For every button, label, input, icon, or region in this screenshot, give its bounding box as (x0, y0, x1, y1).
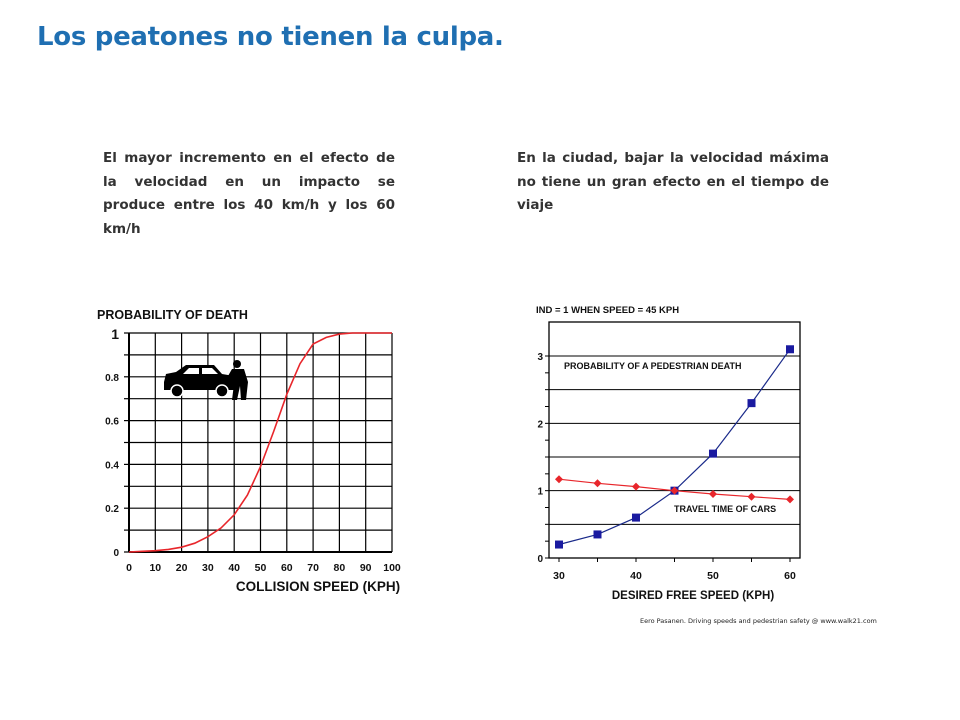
pedestrian-death-point (786, 345, 794, 353)
y-tick-label: 0.8 (105, 372, 119, 384)
x-tick-label: 30 (553, 570, 565, 582)
travel-time-point (786, 495, 794, 503)
y-tick-label: 0 (537, 554, 543, 565)
x-tick-label: 40 (630, 570, 642, 582)
chart1-x-axis-label: COLLISION SPEED (KPH) (235, 579, 401, 594)
series-label-pedestrian-death: PROBABILITY OF A PEDESTRIAN DEATH (564, 361, 742, 371)
travel-time-point (632, 483, 640, 491)
x-tick-label: 90 (359, 562, 372, 574)
pedestrian-death-point (632, 514, 640, 522)
x-tick-label: 10 (149, 562, 162, 574)
y-tick-label: 0.4 (105, 460, 119, 472)
x-tick-label: 50 (254, 562, 267, 574)
pedestrian-head (233, 360, 241, 368)
y-tick-label: 0.6 (105, 416, 119, 428)
y-tick-label: 1 (537, 486, 543, 498)
travel-time-point (594, 479, 602, 487)
y-tick-label: 2 (537, 419, 543, 431)
y-tick-label: 0.2 (105, 504, 119, 516)
x-tick-label: 80 (333, 562, 346, 574)
x-tick-label: 0 (126, 562, 132, 574)
car-wheel (216, 385, 228, 397)
series-label-travel-time: TRAVEL TIME OF CARS (674, 504, 777, 514)
x-tick-label: 50 (707, 570, 719, 582)
source-credit: Eero Pasanen. Driving speeds and pedestrian safety @ www.walk21.com (640, 617, 877, 625)
y-tick-label: 0 (113, 548, 119, 559)
car-with-pedestrian-icon (164, 360, 248, 400)
x-tick-label: 20 (175, 562, 188, 574)
x-tick-label: 100 (383, 562, 401, 574)
x-tick-label: 60 (784, 570, 796, 582)
chart2-frame (549, 322, 800, 558)
x-tick-label: 70 (307, 562, 319, 574)
pedestrian-death-point (594, 530, 602, 538)
pedestrian-death-line (559, 349, 790, 544)
pedestrian-death-point (709, 450, 717, 458)
chart2-x-axis-label: DESIRED FREE SPEED (KPH) (611, 590, 775, 602)
x-tick-label: 40 (228, 562, 241, 574)
right-paragraph: En la ciudad, bajar la velocidad máxima no tiene un gran efecto en el tiempo de viaje (517, 150, 829, 213)
slide-title: Los peatones no tienen la culpa. (37, 22, 504, 52)
chart2-title: IND = 1 WHEN SPEED = 45 KPH (536, 305, 680, 316)
left-paragraph: El mayor incremento en el efecto de la velocidad en un impacto se produce entre los 40 km/h y los 60 km/h (103, 150, 395, 237)
x-tick-label: 30 (202, 562, 214, 574)
chart1-title: PROBABILITY OF DEATH (97, 308, 248, 322)
x-tick-label: 60 (280, 562, 293, 574)
pedestrian-death-point (555, 541, 563, 549)
pedestrian-death-point (748, 399, 756, 407)
travel-time-point (555, 475, 563, 483)
y-tick-label: 1 (111, 326, 119, 342)
travel-time-point (748, 493, 756, 501)
y-tick-label: 3 (537, 352, 543, 363)
travel-time-point (709, 490, 717, 498)
car-wheel (171, 385, 183, 397)
